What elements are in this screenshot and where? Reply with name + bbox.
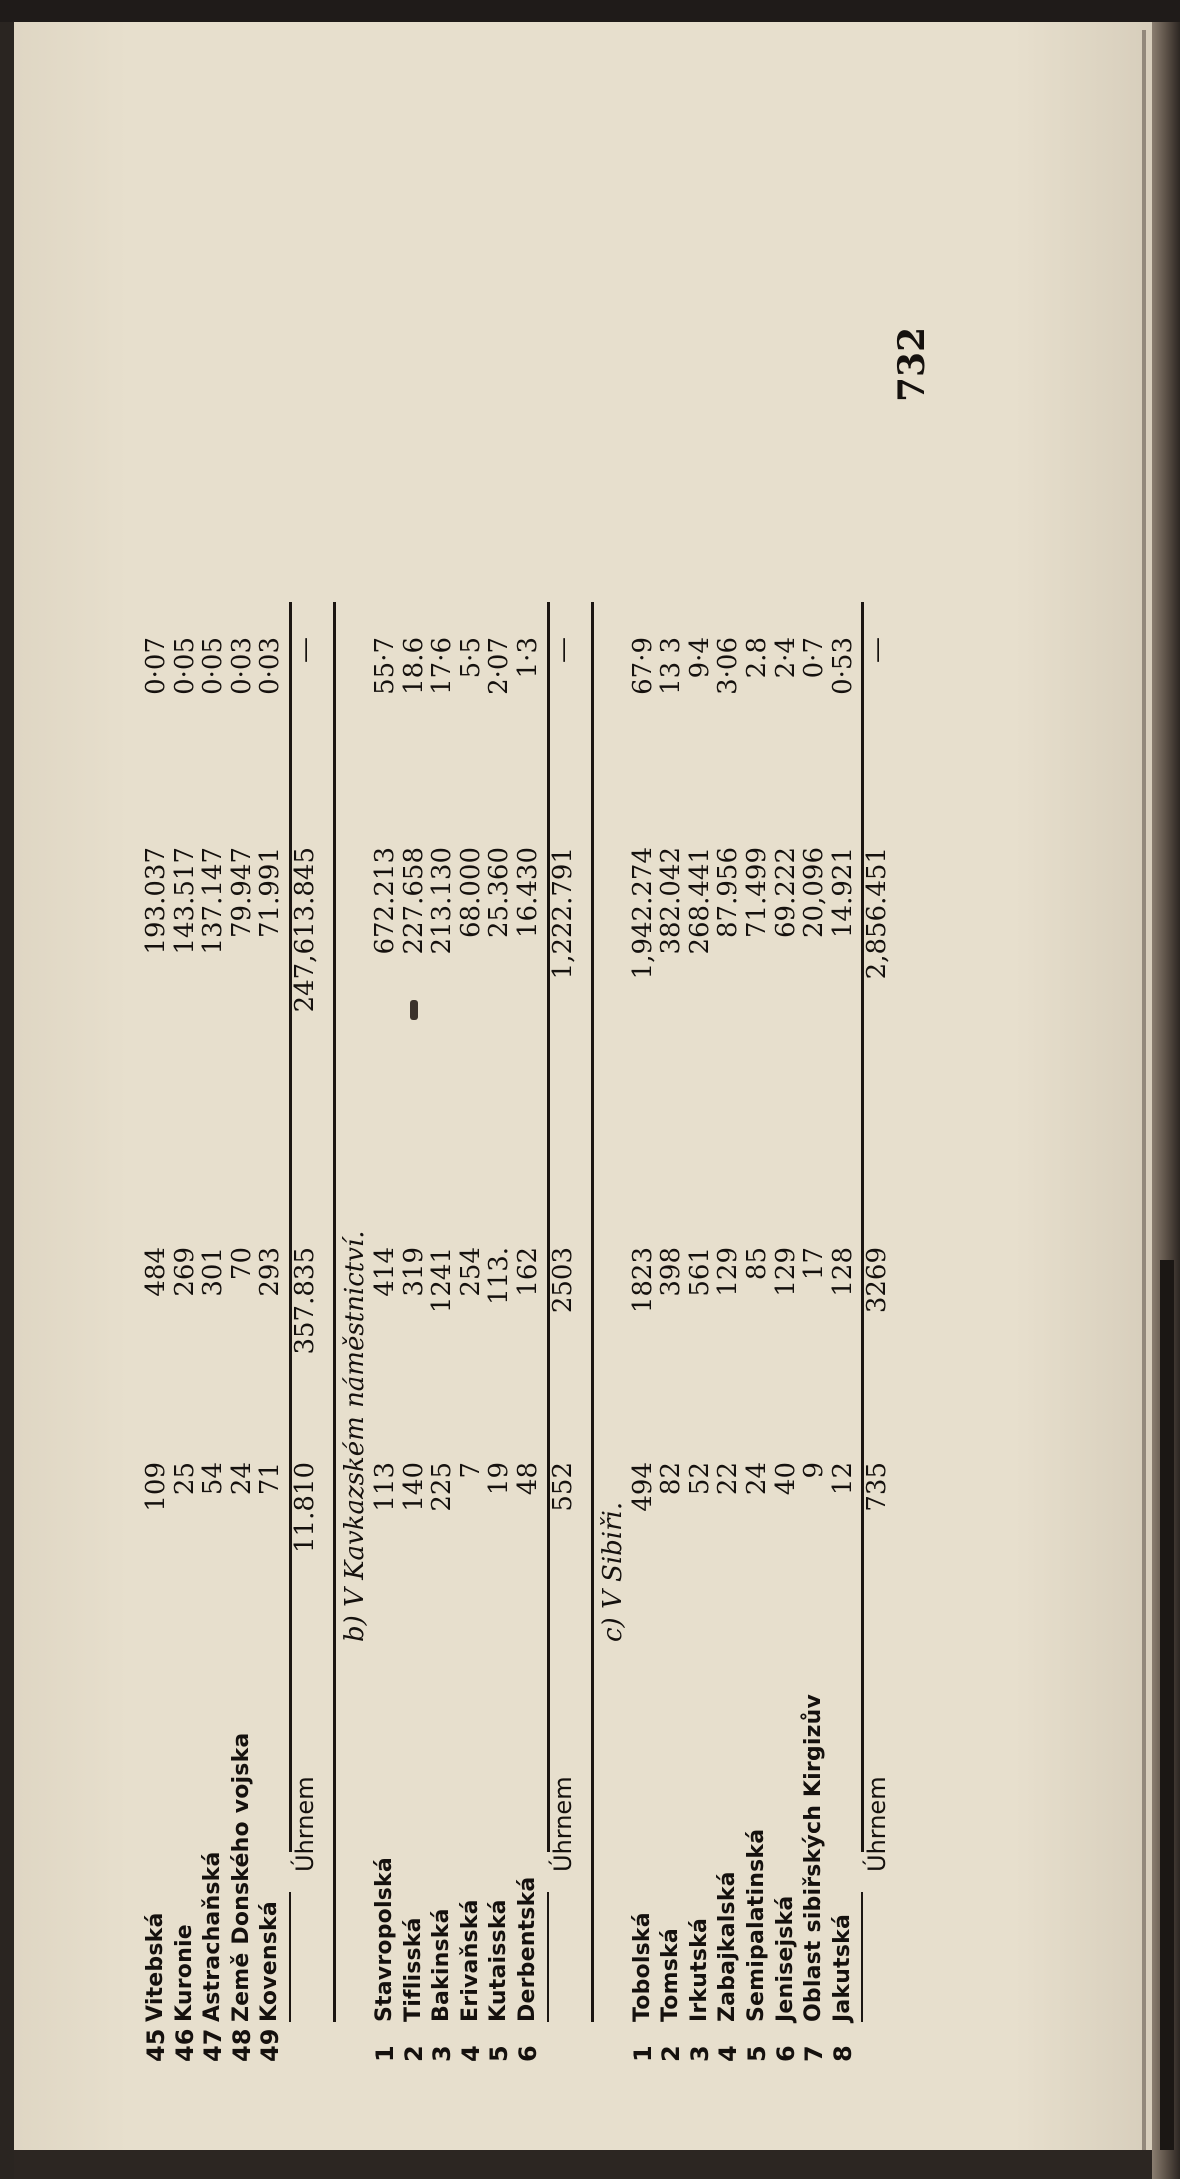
value-col-1: 22 [713, 1462, 744, 1496]
row-index: 1 [371, 2045, 399, 2062]
value-col-2: 129 [713, 1247, 744, 1297]
table-row [228, 302, 256, 2062]
province-name: Bakinská [429, 1908, 455, 2022]
value-col-2: 1241 [427, 1247, 458, 1314]
total-col-2: 357.835 [290, 1247, 320, 1355]
table-row [142, 302, 170, 2062]
value-col-2: 70 [226, 1247, 257, 1281]
row-index: 2 [399, 2045, 428, 2062]
value-col-2: 85 [742, 1247, 772, 1281]
value-col-3: 68.000 [455, 847, 486, 938]
province-name: Zabajkalská [715, 1871, 741, 2022]
row-index: 4 [714, 2045, 743, 2062]
row-index: 6 [771, 2045, 800, 2062]
province-name: Země Donského vojska [228, 1732, 254, 2022]
value-col-4: 0·05 [169, 637, 200, 695]
value-col-1: 113 [370, 1462, 400, 1512]
row-index: 6 [514, 2045, 542, 2062]
value-col-1: 82 [656, 1462, 687, 1496]
province-name: Semipalatinská [744, 1828, 769, 2022]
value-col-1: 24 [742, 1462, 772, 1496]
value-col-2: 1823 [627, 1247, 658, 1314]
value-col-3: 71.991 [255, 847, 286, 938]
value-col-2: 254 [455, 1247, 486, 1297]
total-col-1: 735 [862, 1462, 893, 1512]
value-col-4: 17·6 [427, 637, 458, 695]
spine-shadow [1160, 1260, 1174, 2150]
value-col-3: 25.360 [484, 847, 515, 938]
value-col-3: 268.441 [684, 847, 715, 955]
value-col-3: 213.130 [427, 847, 458, 955]
total-row [291, 302, 319, 2062]
table-row [714, 302, 742, 2062]
value-col-3: 137.147 [198, 847, 229, 955]
province-name: Vitebská [143, 1912, 168, 2022]
table-row [400, 302, 428, 2062]
scan-top-edge [0, 0, 1180, 22]
value-col-3: 20,096 [799, 847, 830, 938]
province-name: Jakutská [829, 1913, 855, 2022]
row-index: 3 [685, 2045, 714, 2062]
rotated-statistics-table [138, 302, 1068, 2062]
total-row [863, 302, 891, 2062]
value-col-4: 0·03 [255, 637, 286, 695]
value-col-1: 48 [513, 1462, 543, 1496]
value-col-3: 79.947 [226, 847, 257, 938]
total-label: Úhrnem [548, 1776, 577, 1872]
value-col-4: 67·9 [627, 637, 658, 695]
value-col-3: 87.956 [713, 847, 744, 938]
value-col-3: 1,942.274 [627, 847, 658, 980]
province-name: Astrachaňská [200, 1851, 226, 2022]
value-col-4: 0·05 [198, 637, 229, 695]
value-col-4: 1·3 [513, 637, 543, 679]
value-col-4: 13 3 [656, 637, 687, 695]
value-col-3: 14.921 [827, 847, 858, 938]
value-col-2: 128 [827, 1247, 858, 1297]
value-col-1: 9 [799, 1462, 830, 1479]
value-col-2: 398 [656, 1247, 687, 1297]
value-col-3: 193.037 [141, 847, 171, 955]
province-name: Tomská [658, 1928, 684, 2022]
row-index: 5 [743, 2045, 771, 2062]
value-col-2: 17 [799, 1247, 830, 1281]
value-col-2: 484 [141, 1247, 171, 1297]
value-col-1: 40 [770, 1462, 801, 1496]
table-row [800, 302, 828, 2062]
table-row [256, 302, 284, 2062]
table-row [514, 302, 542, 2062]
value-col-1: 52 [684, 1462, 715, 1496]
section-heading: b) V Kavkazském náměstnictví. [340, 1230, 370, 1642]
value-col-4: 9·4 [684, 637, 715, 679]
total-label: Úhrnem [863, 1776, 892, 1872]
total-col-4: — [547, 637, 578, 663]
value-col-3: 227.658 [398, 847, 429, 955]
province-name: Oblast sibiřských Kirgizův [801, 1693, 827, 2022]
page-number: 732 [891, 326, 933, 402]
total-col-2: 2503 [547, 1247, 578, 1314]
row-index: 1 [628, 2045, 657, 2062]
province-name: Tobolská [629, 1912, 655, 2022]
value-col-1: 494 [627, 1462, 658, 1512]
value-col-4: 0·53 [827, 637, 858, 695]
value-col-4: 0·07 [141, 637, 171, 695]
scan-bottom-edge [14, 2150, 1152, 2179]
section-heading: c) V Sibiři. [597, 1501, 628, 1642]
value-col-1: 71 [255, 1462, 286, 1496]
province-name: Kutaisská [486, 1899, 512, 2022]
table-row [485, 302, 513, 2062]
value-col-3: 143.517 [169, 847, 200, 955]
value-col-2: 113. [484, 1247, 515, 1305]
value-col-4: 18.6 [398, 637, 429, 695]
value-col-1: 19 [484, 1462, 515, 1496]
province-name: Tiflisská [400, 1917, 426, 2022]
value-col-1: 54 [198, 1462, 229, 1496]
value-col-2: 301 [198, 1247, 229, 1297]
value-col-1: 24 [226, 1462, 257, 1496]
province-name: Erivaňská [457, 1899, 483, 2022]
table-row [743, 302, 771, 2062]
province-name: Kuronie [171, 1924, 197, 2022]
row-index: 8 [828, 2045, 857, 2062]
row-index: 48 [227, 2028, 256, 2062]
value-col-2: 414 [370, 1247, 400, 1297]
value-col-3: 382.042 [656, 847, 687, 955]
value-col-4: 2·07 [484, 637, 515, 695]
value-col-3: 69.222 [770, 847, 801, 938]
row-index: 45 [142, 2028, 170, 2062]
section-separator [591, 602, 594, 2022]
total-col-4: — [862, 637, 893, 663]
value-col-3: 71.499 [742, 847, 772, 938]
row-index: 4 [456, 2045, 485, 2062]
value-col-4: 55·7 [370, 637, 400, 695]
province-name: Irkutská [686, 1917, 712, 2022]
value-col-4: 3·06 [713, 637, 744, 695]
value-col-3: 672.213 [370, 847, 400, 955]
total-col-3: 1,222.791 [547, 847, 578, 980]
table-row [772, 302, 800, 2062]
value-col-2: 129 [770, 1247, 801, 1297]
value-col-1: 12 [827, 1462, 858, 1496]
row-index: 47 [199, 2028, 228, 2062]
table-row [199, 302, 227, 2062]
total-row [549, 302, 577, 2062]
value-col-2: 561 [684, 1247, 715, 1297]
value-col-2: 162 [513, 1247, 543, 1297]
row-index: 7 [800, 2045, 829, 2062]
table-row [686, 302, 714, 2062]
value-col-4: 0·03 [226, 637, 257, 695]
row-index: 2 [657, 2045, 686, 2062]
total-col-2: 3269 [862, 1247, 893, 1314]
province-name: Derbentská [515, 1876, 540, 2022]
section-separator [333, 602, 336, 2022]
row-index: 5 [485, 2045, 514, 2062]
province-name: Jenisejská [772, 1895, 798, 2022]
row-index: 46 [170, 2028, 199, 2062]
value-col-1: 25 [169, 1462, 200, 1496]
total-col-3: 247,613.845 [290, 847, 320, 1013]
table-row [171, 302, 199, 2062]
value-col-2: 293 [255, 1247, 286, 1297]
value-col-3: 16.430 [513, 847, 543, 938]
total-col-3: 2,856.451 [862, 847, 893, 980]
value-col-2: 269 [169, 1247, 200, 1297]
page-fold-line [1142, 30, 1146, 2150]
total-col-1: 11.810 [290, 1462, 320, 1553]
province-name: Stavropolská [372, 1857, 397, 2022]
value-col-1: 7 [455, 1462, 486, 1479]
value-col-1: 140 [398, 1462, 429, 1512]
table-row [457, 302, 485, 2062]
value-col-4: 2·4 [770, 637, 801, 679]
table-row [829, 302, 857, 2062]
province-name: Kovenská [257, 1901, 283, 2022]
total-col-1: 552 [547, 1462, 578, 1512]
value-col-4: 2.8 [742, 637, 772, 679]
total-col-4: — [290, 637, 320, 663]
total-label: Úhrnem [291, 1776, 319, 1872]
value-col-1: 225 [427, 1462, 458, 1512]
row-index: 3 [428, 2045, 457, 2062]
value-col-4: 0·7 [799, 637, 830, 679]
value-col-2: 319 [398, 1247, 429, 1297]
value-col-4: 5·5 [455, 637, 486, 679]
table-row [629, 302, 657, 2062]
table-row [428, 302, 456, 2062]
table-row [371, 302, 399, 2062]
value-col-1: 109 [141, 1462, 171, 1512]
row-index: 49 [256, 2028, 285, 2062]
table-row [657, 302, 685, 2062]
